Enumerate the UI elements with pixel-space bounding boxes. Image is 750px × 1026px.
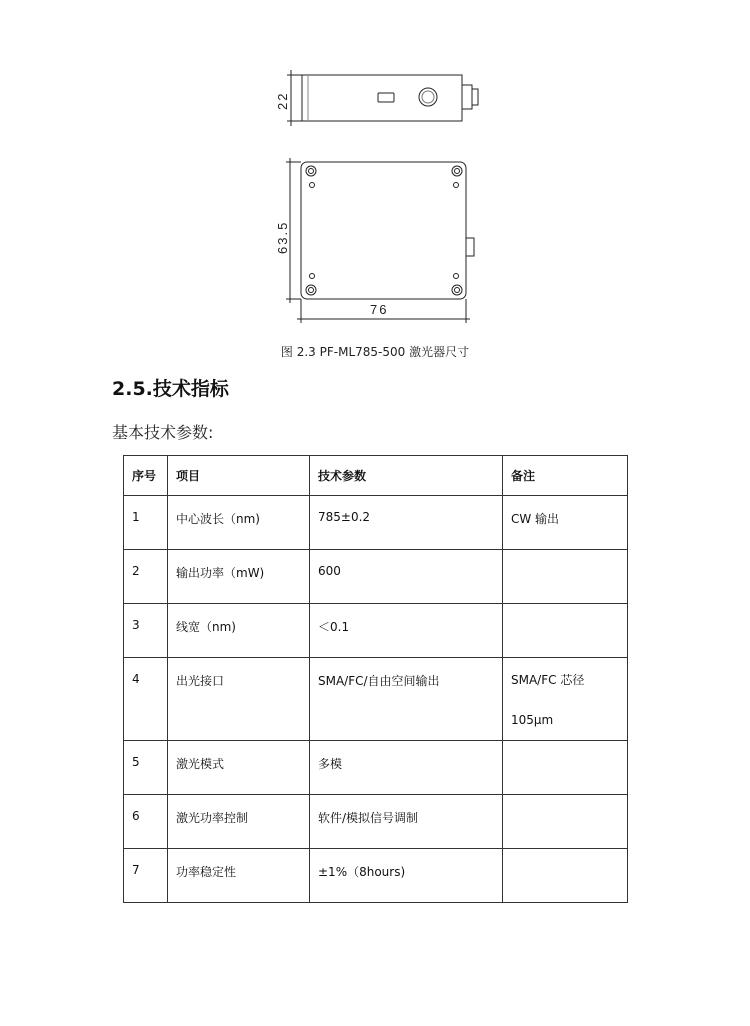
table-header-row: [124, 456, 628, 496]
cell-parameter: SMA/FC/自由空间输出: [310, 658, 503, 741]
cell-note: CW 输出: [503, 496, 628, 550]
intro-text: 基本技术参数:: [112, 423, 214, 442]
table-row: [124, 795, 628, 849]
cell-note: SMA/FC 芯径 105μm: [503, 658, 628, 741]
figure-caption: 图 2.3 PF-ML785-500 激光器尺寸: [280, 345, 470, 359]
top-height-label: 63.5: [275, 220, 290, 254]
header-index: 序号: [124, 456, 168, 496]
header-parameter: 技术参数: [310, 456, 503, 496]
cell-parameter: 多模: [310, 741, 503, 795]
section-title: 技术指标: [152, 378, 229, 400]
cell-item: 中心波长（nm): [168, 496, 310, 550]
top-view: [286, 158, 474, 323]
spec-table: [123, 455, 628, 903]
section-heading: [112, 374, 229, 401]
cell-note: [503, 604, 628, 658]
table-row: [124, 496, 628, 550]
cell-item: 激光模式: [168, 741, 310, 795]
table-row: [124, 604, 628, 658]
cell-index: 7: [124, 849, 168, 903]
cell-index: 6: [124, 795, 168, 849]
cell-index: 3: [124, 604, 168, 658]
cell-note: [503, 741, 628, 795]
side-view: [287, 70, 478, 126]
table-row: [124, 741, 628, 795]
cell-parameter: ＜0.1: [310, 604, 503, 658]
cell-note: [503, 795, 628, 849]
top-width-label: 76: [370, 302, 389, 317]
cell-item: 线宽（nm): [168, 604, 310, 658]
cell-item: 输出功率（mW): [168, 550, 310, 604]
table-row: [124, 658, 628, 741]
cell-parameter: 785±0.2: [310, 496, 503, 550]
cell-parameter: 软件/模拟信号调制: [310, 795, 503, 849]
cell-note: [503, 550, 628, 604]
cell-index: 1: [124, 496, 168, 550]
header-note: 备注: [503, 456, 628, 496]
cell-parameter: 600: [310, 550, 503, 604]
dimension-drawing: [0, 0, 750, 340]
cell-index: 5: [124, 741, 168, 795]
section-number: 2.5.: [112, 378, 153, 400]
table-row: [124, 550, 628, 604]
cell-item: 出光接口: [168, 658, 310, 741]
cell-index: 4: [124, 658, 168, 741]
side-height-label: 22: [275, 91, 290, 110]
table-row: [124, 849, 628, 903]
cell-item: 功率稳定性: [168, 849, 310, 903]
cell-index: 2: [124, 550, 168, 604]
cell-item: 激光功率控制: [168, 795, 310, 849]
header-item: 项目: [168, 456, 310, 496]
cell-note: [503, 849, 628, 903]
cell-parameter: ±1%（8hours): [310, 849, 503, 903]
